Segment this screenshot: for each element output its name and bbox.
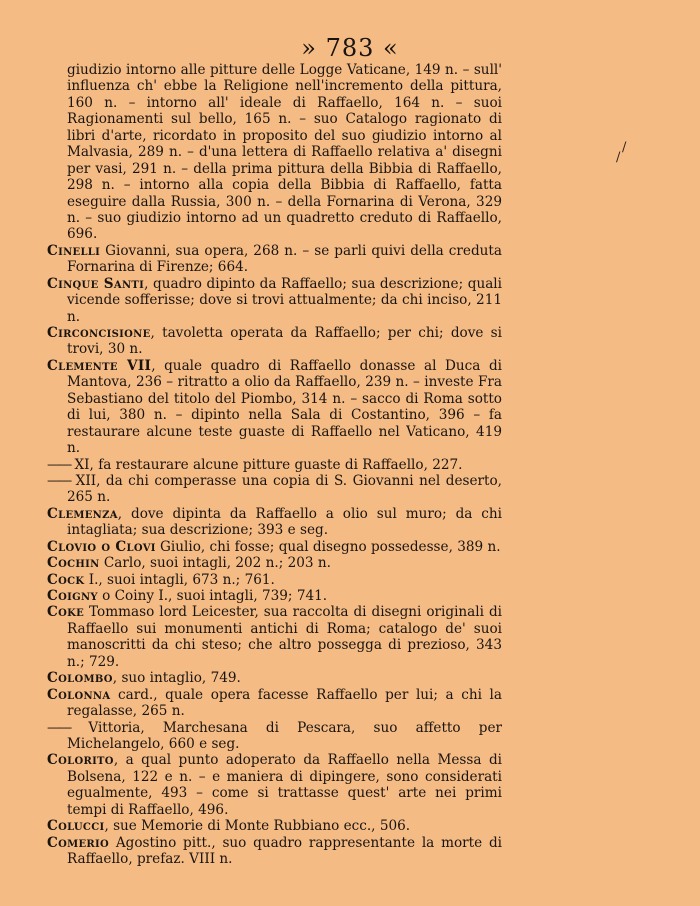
- index-entries: [47, 62, 502, 867]
- index-entry: [47, 835, 502, 868]
- entry-text: card., quale opera facesse Raffaello per lui; a chi la regalasse, 265 n.: [67, 686, 502, 720]
- entry-head: Clemente VII: [47, 357, 152, 374]
- index-entry: [47, 243, 502, 276]
- margin-mark: /: [622, 140, 627, 155]
- index-entry: [47, 506, 502, 539]
- entry-head: Cinelli: [47, 242, 101, 259]
- index-entry: [47, 818, 502, 834]
- entry-text: Giovanni, sua opera, 268 n. – se parli quivi della creduta Fornarina di Firenze; 664.: [67, 242, 502, 276]
- index-entry: [47, 325, 502, 358]
- entry-text: , quale quadro di Raffaello donasse al Duca di Mantova, 236 – ritratto a olio da Raffaello, 239 n. – investe Fra Sebastiano del titolo del Piombo, 314 n. – sacco di Roma sotto di lui, 380 n. – dipinto nella Sala di Costantino, 396 – fa restaurare alcune teste guaste di Raffaello nel Vaticano, 419 n.: [67, 357, 502, 457]
- entry-text: , quadro dipinto da Raffaello; sua descrizione; quali vicende sofferisse; dove si trovi attualmente; da chi inciso, 211 n.: [67, 275, 503, 325]
- entry-head: Coke: [47, 604, 85, 621]
- entry-head: Colucci: [47, 818, 105, 835]
- entry-head: ——: [47, 719, 71, 736]
- entry-text: , tavoletta operata da Raffaello; per chi; dove si trovi, 30 n.: [67, 325, 502, 358]
- entry-head: Comerio: [47, 834, 110, 851]
- index-entry: [47, 276, 502, 325]
- index-entry: [47, 752, 502, 818]
- index-entry: [47, 473, 502, 506]
- entry-text: Vittoria, Marchesana di Pescara, suo affetto per Michelangelo, 660 e seg.: [67, 719, 502, 752]
- margin-mark: /: [616, 150, 621, 165]
- entry-head: ——: [47, 456, 71, 473]
- index-entry: [47, 358, 502, 457]
- index-entry: [47, 572, 502, 588]
- index-entry: [47, 720, 502, 753]
- index-entry: [47, 604, 502, 670]
- entry-head: Cock: [47, 571, 85, 588]
- entry-text: XII, da chi comperasse una copia di S. Giovanni nel deserto, 265 n.: [67, 472, 502, 506]
- entry-text: giudizio intorno alle pitture delle Logge Vaticane, 149 n. – sull' influenza ch' ebbe la Religione nell'incremento della pittura, 160 n. – intorno all' ideale di Raffaello, 164 n. – suoi Ragionamenti sul bello, 165 n. – suo Catalogo ragionato di libri d'arte, ricordato in proposito del suo giudizio intorno al Malvasia, 289 n. – d'una lettera di Raffaello relativa a' disegni per vasi, 291 n. – della prima pittura della Bibbia di Raffaello, 298 n. – intorno alla copia della Bibbia di Raffaello, fatta eseguire dalla Russia, 300 n. – della Fornarina di Verona, 329 n. – suo giudizio intorno ad un quadretto creduto di Raffaello, 696.: [67, 62, 502, 243]
- entry-text: Giulio, chi fosse; qual disegno possedesse, 389 n.: [155, 538, 501, 555]
- index-entry: [47, 539, 502, 555]
- entry-text: , sue Memorie di Monte Rubbiano ecc., 506.: [104, 818, 411, 835]
- entry-text: , dove dipinta da Raffaello a olio sul muro; da chi intagliata; sua descrizione; 393 e seg.: [67, 505, 502, 539]
- entry-text: , a qual punto adoperato da Raffaello nella Messa di Bolsena, 122 e n. – e maniera di dipingere, sono considerati egualmente, 493 – come si trattasse quest' arte nei primi tempi di Raffaello, 496.: [67, 752, 502, 818]
- index-entry: [47, 588, 502, 604]
- entry-head: Circoncisione: [47, 325, 151, 341]
- entry-head: Clemenza: [47, 505, 118, 522]
- entry-text: Tommaso lord Leicester, sua raccolta di disegni originali di Raffaello sui monumenti antichi di Roma; catalogo de' suoi manoscritti da chi steso; che altro possegga di prezioso, 343 n.; 729.: [67, 604, 502, 670]
- entry-text: XI, fa restaurare alcune pitture guaste di Raffaello, 227.: [70, 456, 463, 473]
- entry-head: Colombo: [47, 670, 113, 687]
- index-entry: [47, 457, 502, 473]
- entry-text: I., suoi intagli, 673 n.; 761.: [84, 571, 275, 588]
- entry-head: Colonna: [47, 686, 111, 703]
- entry-head: Coigny: [47, 588, 98, 604]
- index-entry: [47, 670, 502, 686]
- index-entry: [47, 687, 502, 720]
- entry-head: Cinque Santi: [47, 275, 145, 292]
- entry-head: Colorito: [47, 752, 114, 769]
- entry-text: Carlo, suoi intagli, 202 n.; 203 n.: [99, 555, 331, 572]
- index-entry: [47, 62, 502, 243]
- entry-text: , suo intaglio, 749.: [112, 670, 241, 687]
- entry-text: Agostino pitt., suo quadro rappresentante la morte di Raffaello, prefaz. VIII n.: [67, 834, 502, 867]
- entry-head: Cochin: [47, 555, 100, 572]
- entry-head: ——: [47, 472, 71, 489]
- index-entry: [47, 555, 502, 571]
- entry-head: Clovio o Clovi: [47, 538, 156, 555]
- entry-text: o Coiny I., suoi intagli, 739; 741.: [97, 588, 328, 604]
- page-number: » 783 «: [301, 34, 399, 62]
